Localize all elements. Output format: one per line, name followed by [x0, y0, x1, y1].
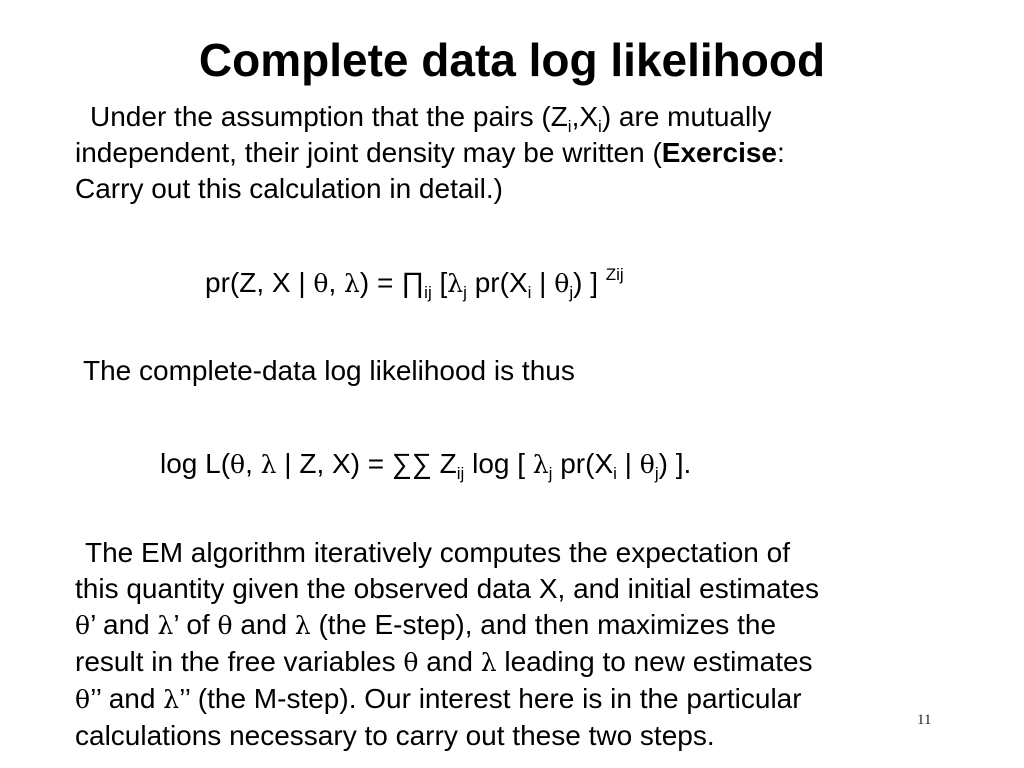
- text-run: result in the free variables: [75, 646, 404, 677]
- lambda-symbol: λ: [157, 611, 174, 640]
- lambda-symbol: λ: [480, 648, 497, 677]
- exercise-label: Exercise: [661, 137, 777, 168]
- subscript: i: [598, 117, 602, 136]
- text-run: leading to new estimates: [496, 646, 813, 677]
- em-line-5: [75, 681, 819, 718]
- text-run: :: [777, 137, 785, 168]
- em-line-4: [75, 644, 819, 681]
- subscript: i: [613, 464, 617, 483]
- text-run: and: [232, 609, 295, 640]
- text-run: log L(: [160, 448, 231, 479]
- intro-paragraph: [75, 99, 785, 207]
- em-line-3: [75, 607, 819, 644]
- page-number: 11: [917, 712, 932, 728]
- text-run: ,: [328, 267, 345, 298]
- text-run: ) = ∏: [359, 267, 425, 298]
- lambda-symbol: λ: [294, 611, 311, 640]
- text-run: independent, their joint density may be written (: [75, 137, 662, 168]
- subscript: j: [654, 464, 659, 483]
- log-likelihood-equation: [160, 446, 691, 483]
- theta-symbol: θ: [313, 269, 329, 298]
- intro-line-1: [75, 99, 785, 135]
- theta-symbol: θ: [75, 685, 91, 714]
- subscript: j: [569, 283, 574, 302]
- subscript: j: [548, 464, 553, 483]
- subscript: i: [527, 283, 532, 302]
- text-run: pr(X: [552, 448, 614, 479]
- text-run: ) are mutually: [601, 101, 772, 132]
- lambda-symbol: λ: [163, 685, 180, 714]
- lambda-symbol: λ: [447, 269, 464, 298]
- subscript: ij: [456, 464, 465, 483]
- lambda-symbol: λ: [260, 450, 277, 479]
- theta-symbol: θ: [230, 450, 246, 479]
- text-run: pr(Z, X |: [205, 267, 314, 298]
- text-run: Under the assumption that the pairs (Z: [90, 101, 568, 132]
- log-likelihood-intro: The complete-data log likelihood is thus: [83, 355, 575, 386]
- text-run: ’’ (the M-step). Our interest here is in the particular: [179, 683, 802, 714]
- intro-line-2: [75, 135, 785, 171]
- text-run: (the E-step), and then maximizes the: [310, 609, 777, 640]
- subscript: j: [463, 283, 467, 302]
- subscript: ij: [424, 283, 432, 302]
- text-run: ’’ and: [90, 683, 164, 714]
- em-algorithm-paragraph: [75, 535, 819, 754]
- theta-symbol: θ: [554, 269, 570, 298]
- text-run: [: [431, 267, 448, 298]
- theta-symbol: θ: [403, 648, 419, 677]
- text-run: ) ]: [573, 267, 606, 298]
- text-run: ,: [245, 448, 261, 479]
- joint-density-equation: [205, 265, 624, 302]
- slide-title: Complete data log likelihood: [198, 34, 826, 86]
- text-run: |: [531, 267, 555, 298]
- text-run: and: [418, 646, 481, 677]
- theta-symbol: θ: [217, 611, 233, 640]
- text-run: ’ and: [90, 609, 158, 640]
- em-line-1: The EM algorithm iteratively computes the expectation of: [85, 537, 791, 568]
- text-run: ,X: [571, 101, 599, 132]
- text-run: log [: [464, 448, 533, 479]
- theta-symbol: θ: [75, 611, 91, 640]
- lambda-symbol: λ: [344, 269, 360, 298]
- theta-symbol: θ: [639, 450, 655, 479]
- intro-line-3: Carry out this calculation in detail.): [75, 173, 503, 204]
- text-run: ) ].: [658, 448, 692, 479]
- superscript: Zij: [605, 265, 624, 284]
- text-run: pr(X: [466, 267, 528, 298]
- lambda-symbol: λ: [532, 450, 549, 479]
- subscript: i: [567, 117, 572, 136]
- text-run: | Z, X) = ∑∑ Z: [276, 448, 457, 479]
- em-line-6: calculations necessary to carry out these two steps.: [75, 720, 715, 751]
- em-line-2: this quantity given the observed data X, and initial estimates: [75, 573, 819, 604]
- text-run: ’ of: [173, 609, 218, 640]
- text-run: |: [616, 448, 640, 479]
